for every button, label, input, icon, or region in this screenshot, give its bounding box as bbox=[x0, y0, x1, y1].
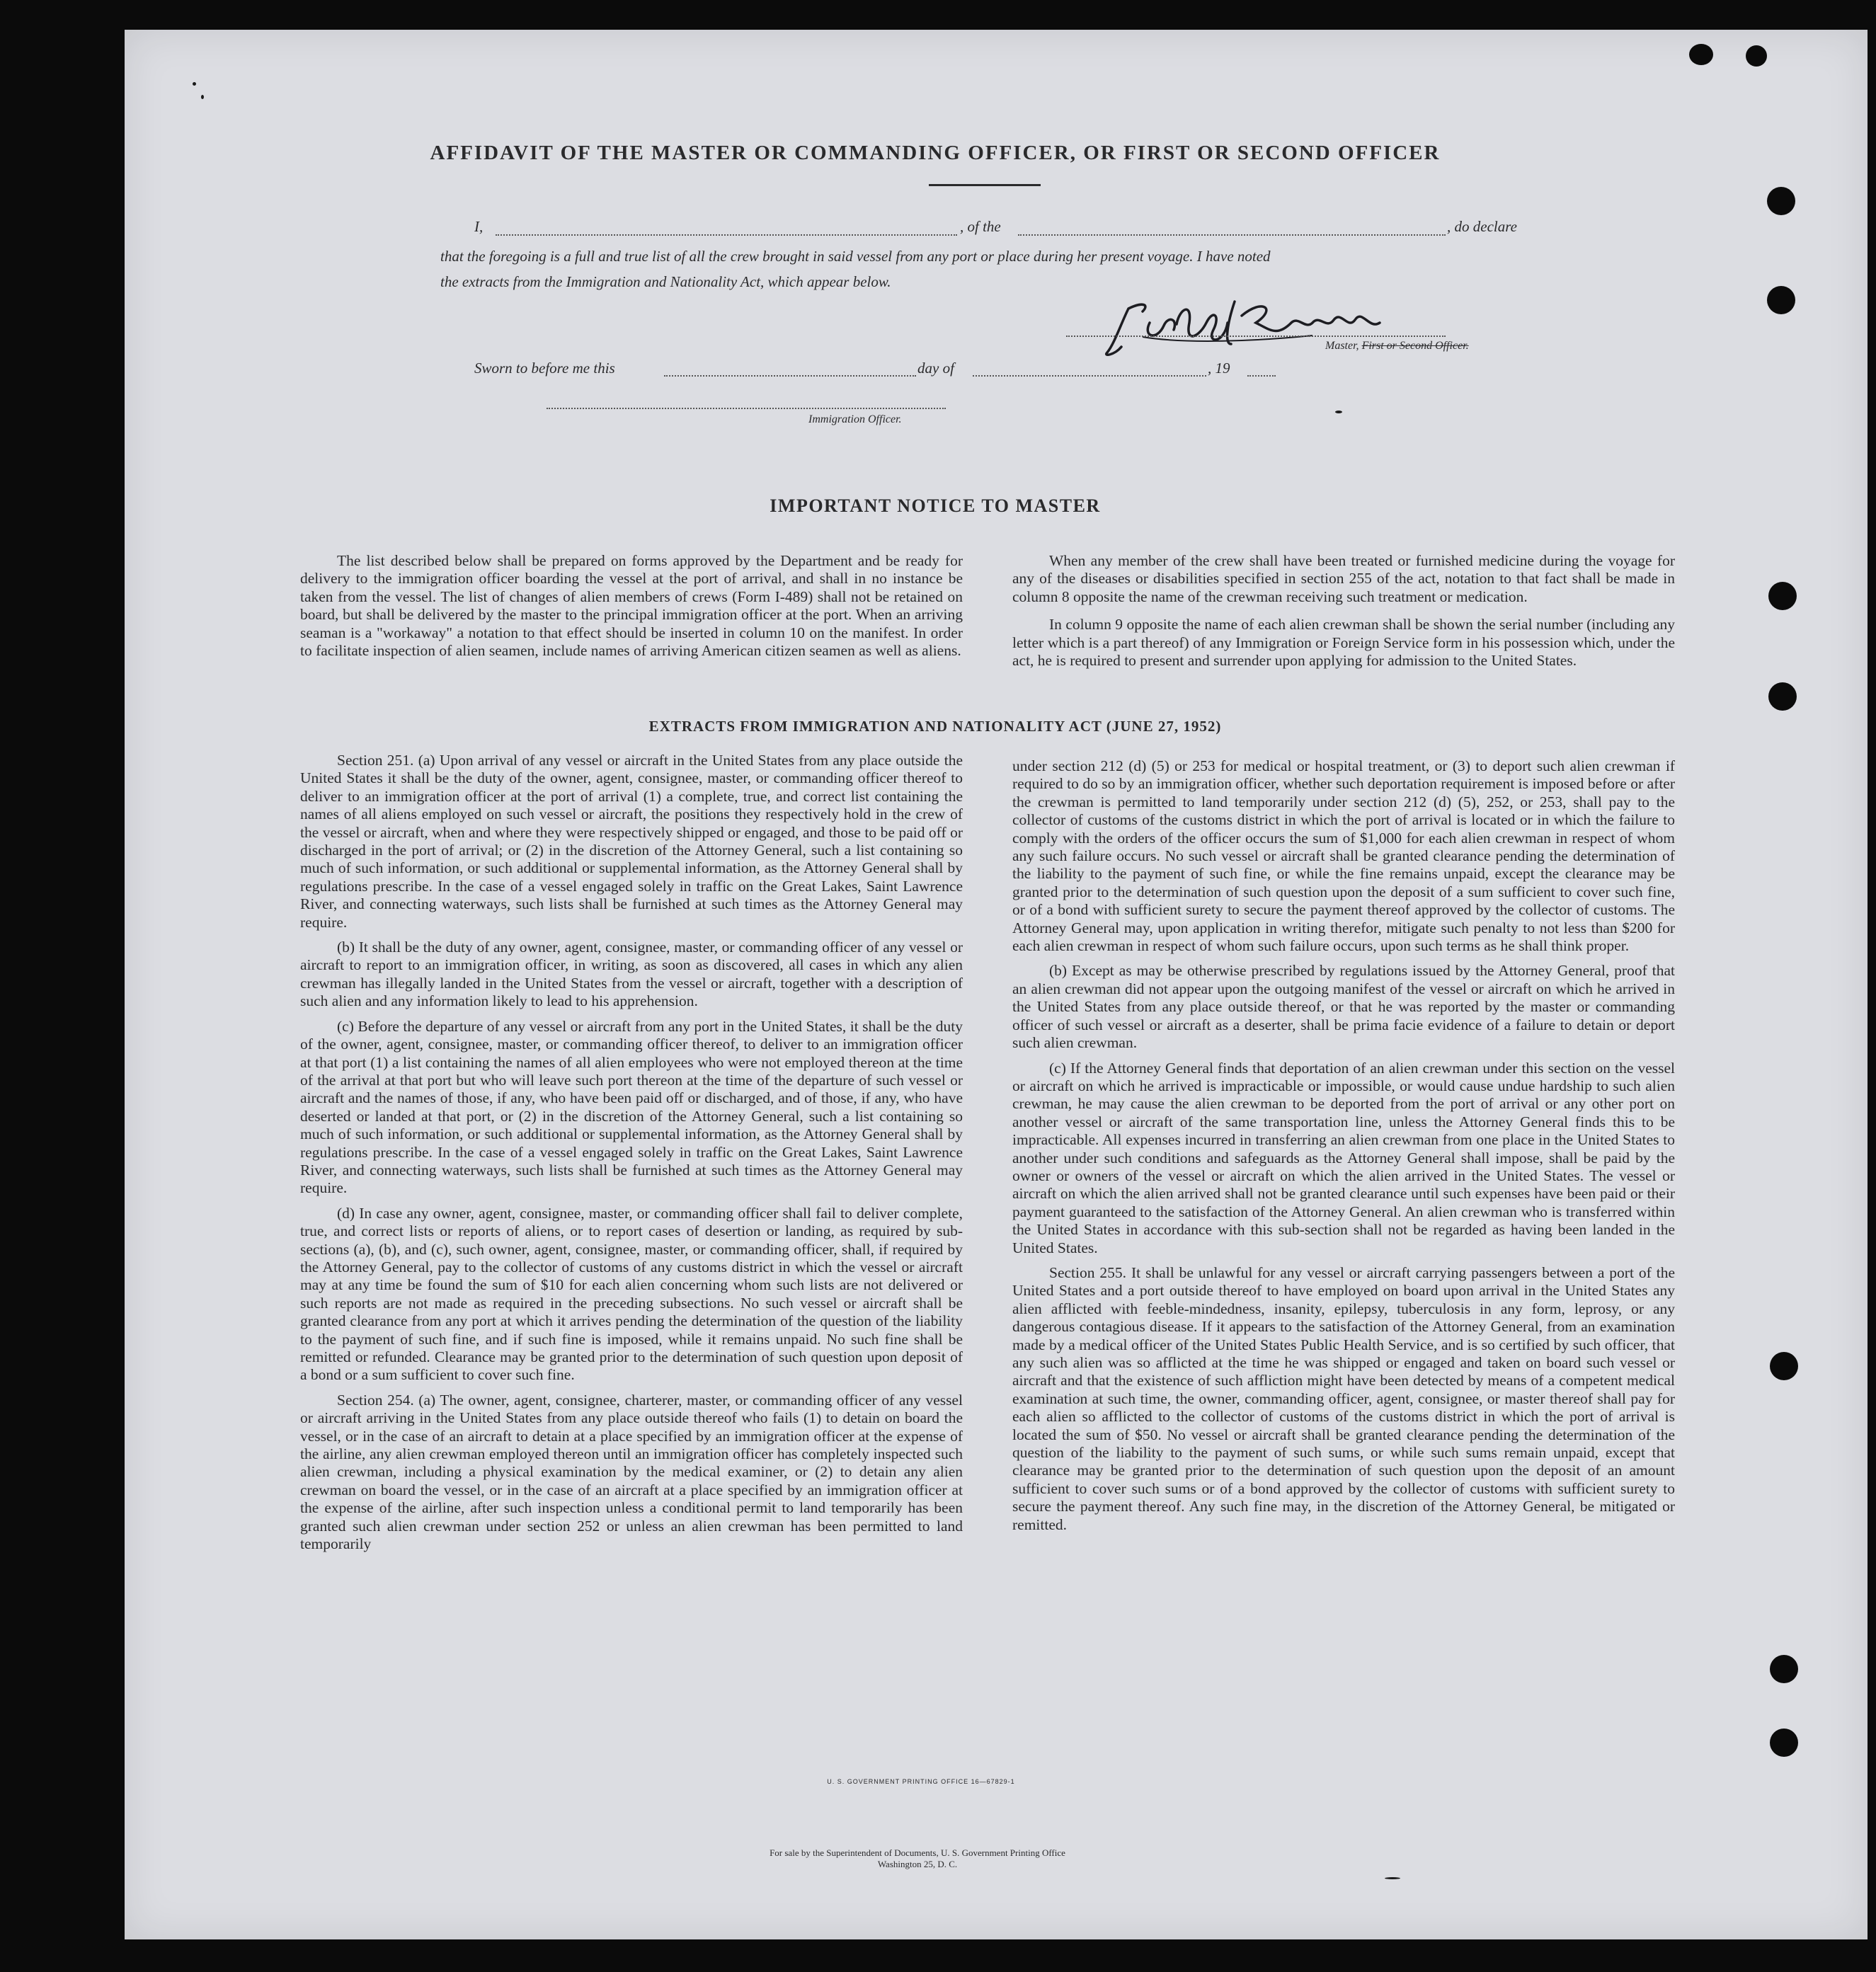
printing-office-imprint: U. S. GOVERNMENT PRINTING OFFICE 16—67829-1 bbox=[827, 1778, 1015, 1785]
punch-hole bbox=[1768, 582, 1797, 610]
master-signature bbox=[1100, 294, 1397, 372]
statute-paragraph: (d) In case any owner, agent, consignee, master, or commanding officer shall fail to deliver complete, true, and correct lists or reports of aliens, or to report cases of desertion or landing, as required by sub-sections (a), (b), and (c), such owner, agent, consignee, master, or commanding officer, shall, if required by the Attorney General, pay to the collector of customs of any customs district in which the vessel or aircraft may at any time be found the sum of $10 for each alien concerning whom such lists are not delivered or such reports are not made as required in the preceding subsections. No such vessel or aircraft shall be granted clearance from any port at which it arrives pending the determination of the question of the liability to the payment of such fine, and if such fine is imposed, while it remains unpaid. No such fine shall be remitted or refunded. Clearance may be granted prior to the determination of such question upon deposit of a bond or a sum sufficient to cover such fine. bbox=[300, 1204, 963, 1384]
punch-hole bbox=[1768, 682, 1797, 711]
form-page bbox=[125, 30, 1868, 1939]
sworn-day-blank[interactable] bbox=[664, 375, 916, 377]
name-blank-field[interactable] bbox=[496, 234, 957, 236]
punch-hole bbox=[1767, 286, 1795, 314]
notice-left-column bbox=[300, 552, 963, 660]
notice-right-column bbox=[1012, 552, 1675, 670]
ink-speck bbox=[1335, 411, 1342, 413]
master-label bbox=[1325, 340, 1469, 352]
statute-paragraph: (b) Except as may be otherwise prescribed by regulations issued by the Attorney General, proof that an alien crewman did not appear upon the outgoing manifest of the vessel or aircraft on which he arrived in the United States from any place outside thereof, or that he was reported by the master or commanding officer of such vessel or aircraft as a deserter, shall be prima facie evidence of a failure to detain or deport such alien crewman. bbox=[1012, 962, 1675, 1052]
immigration-officer-label: Immigration Officer. bbox=[808, 413, 902, 425]
signature-line bbox=[1066, 336, 1446, 337]
sale-notice bbox=[125, 1847, 1710, 1870]
ink-speck bbox=[193, 82, 196, 86]
sworn-label: Sworn to before me this bbox=[474, 360, 615, 377]
statute-paragraph: Section 255. It shall be unlawful for any vessel or aircraft carrying passengers between a port of the United States and a port outside thereof to have employed on board upon arrival in the United States any alien afflicted with feeble-mindedness, insanity, epilepsy, tuberculosis in any form, leprosy, or any dangerous contagious disease. If it appears to the satisfaction of the Attorney General, from an examination made by a medical officer of the United States Public Health Service, and is so certified by such officer, that any such alien was so afflicted at the time he was shipped or engaged and taken on board such vessel or aircraft and that the existence of such affliction might have been detected by means of a competent medical examination at such time, the owner, commanding officer, agent, consignee, or master thereof shall pay for each alien so afflicted to the collector of customs of the customs district in which the port of arrival is located the sum of $50. No vessel or aircraft shall be granted clearance pending the determination of the question of the liability to the payment of such sums, or while such sums remain unpaid, except that clearance may be granted prior to the determination of such question upon the deposit of an amount sufficient to cover such sums or of a bond approved by the collector of customs with sufficient surety to secure the payment thereof. Any such fine may, in the discretion of the Attorney General, be mitigated or remitted. bbox=[1012, 1263, 1675, 1533]
title-divider bbox=[929, 184, 1041, 186]
punch-hole bbox=[1770, 1729, 1798, 1757]
master-label-text: Master, bbox=[1325, 340, 1359, 352]
sale-notice-line: For sale by the Superintendent of Documents, U. S. Government Printing Office bbox=[770, 1847, 1065, 1858]
sworn-year-blank[interactable] bbox=[1247, 375, 1276, 377]
statute-paragraph: Section 251. (a) Upon arrival of any vessel or aircraft in the United States from any place outside the United States it shall be the duty of the owner, agent, consignee, master, or commanding officer thereof to deliver to an immigration officer at the port of arrival (1) a complete, true, and correct list containing the names of all aliens employed on such vessel or aircraft, the positions they respectively hold in the crew of the vessel or aircraft, when and where they were respectively shipped or engaged, and those to be paid off or discharged in the port of arrival; or (2) in the discretion of the Attorney General, such a list containing so much of such information, or such additional or supplemental information, as the Attorney General shall by regulations prescribe. In the case of a vessel engaged solely in traffic on the Great Lakes, Saint Lawrence River, and connecting waterways, such lists shall be furnished at such times as the Attorney General may require. bbox=[300, 752, 963, 931]
sworn-month-blank[interactable] bbox=[973, 375, 1206, 377]
statute-paragraph: (b) It shall be the duty of any owner, agent, consignee, master, or commanding officer of any vessel or aircraft to report to an immigration officer, in writing, as soon as discovered, all cases in which any alien crewman has illegally landed in the United States from the vessel or aircraft, together with a description of such alien and any information likely to lead to his apprehension. bbox=[300, 939, 963, 1010]
extracts-title: EXTRACTS FROM IMMIGRATION AND NATIONALITY ACT (JUNE 27, 1952) bbox=[648, 718, 1222, 735]
struck-officer-label: First or Second Officer. bbox=[1361, 340, 1469, 352]
statute-paragraph: (c) If the Attorney General finds that deportation of an alien crewman under this section on the vessel or aircraft on which he arrived is impracticable or impossible, or would cause undue hardship to such alien crewman, he may cause the alien crewman to be deported from the port of arrival or any other port on another vessel or aircraft of the same transportation line, unless the Attorney General finds this to be impracticable. All expenses incurred in transferring an alien crewman from one place in the United States to another under such conditions and safeguards as the Attorney General shall impose, shall be paid by the owner or owners of the vessel or aircraft on which the alien arrived in the United States. The vessel or aircraft on which the alien arrived shall not be granted clearance until such expenses have been paid or their payment guaranteed to the satisfaction of the Attorney General. An alien crewman who is transferred within the United States in accordance with this sub-section shall not be regarded as having been landed in the United States. bbox=[1012, 1059, 1675, 1256]
punch-hole bbox=[1689, 44, 1713, 65]
vessel-blank-field[interactable] bbox=[1018, 234, 1446, 236]
affidavit-statement-line: the extracts from the Immigration and Nationality Act, which appear below. bbox=[440, 273, 891, 290]
extracts-right-column bbox=[1012, 757, 1675, 1534]
punch-hole bbox=[1770, 1655, 1798, 1683]
notice-paragraph: In column 9 opposite the name of each alien crewman shall be shown the serial number (including any letter which is a part thereof) of any Immigration or Foreign Service form in his possession which, under the act, he is required to present and surrender upon applying for admission to the United States. bbox=[1012, 616, 1675, 670]
ink-speck bbox=[201, 95, 204, 99]
extracts-left-column bbox=[300, 752, 963, 1553]
statute-paragraph: (c) Before the departure of any vessel or aircraft from any port in the United States, it shall be the duty of the owner, agent, consignee, master, or commanding officer thereof, to deliver to an immigration officer at that port (1) a list containing the names of all alien employees who were not employed thereon at the time of the arrival at that port but who will leave such port thereon at the time of the departure of such vessel or aircraft and the names of those, if any, who have been paid off or discharged, and of those, if any, who have deserted or landed at that port, or (2) in the discretion of the Attorney General, such a list containing so much of such information, or such additional or supplemental information, as the Attorney General shall by regulations prescribe. In the case of a vessel engaged solely in traffic on the Great Lakes, Saint Lawrence River, and connecting waterways, such lists shall be furnished at such times as the Attorney General may require. bbox=[300, 1017, 963, 1197]
affidavit-title: AFFIDAVIT OF THE MASTER OR COMMANDING OFFICER, OR FIRST OR SECOND OFFICER bbox=[430, 142, 1441, 164]
statute-paragraph: Section 254. (a) The owner, agent, consignee, charterer, master, or commanding officer of any vessel or aircraft arriving in the United States from any place outside thereof who fails (1) to detain on board the vessel, or in the case of an aircraft to detain at a place specified by an immigration officer at the expense of the airline, any alien crewman employed thereon until an immigration officer has completely inspected such alien crewman, including a physical examination by the medical examiner, or (2) to detain any alien crewman on board the vessel, or in the case of an aircraft at a place specified by an immigration officer at the expense of the airline, after such inspection unless a conditional permit to land temporarily has been granted such alien crewman under section 252 or unless an alien crewman has been permitted to land temporarily bbox=[300, 1391, 963, 1553]
immigration-officer-signature-line bbox=[547, 408, 946, 409]
punch-hole bbox=[1767, 187, 1795, 215]
punch-hole bbox=[1770, 1352, 1798, 1380]
notice-paragraph: When any member of the crew shall have been treated or furnished medicine during the voyage for any of the diseases or disabilities specified in section 255 of the act, notation to that fact shall be made in column 8 opposite the name of the crewman receiving such treatment or medication. bbox=[1012, 552, 1675, 605]
sale-notice-line: Washington 25, D. C. bbox=[877, 1859, 958, 1869]
day-of-label: day of bbox=[917, 360, 954, 377]
punch-hole bbox=[1746, 45, 1767, 67]
notice-title: IMPORTANT NOTICE TO MASTER bbox=[770, 495, 1101, 516]
ink-speck bbox=[1385, 1877, 1400, 1879]
affidavit-i-label: I, bbox=[474, 218, 484, 235]
notice-paragraph: The list described below shall be prepared on forms approved by the Department and be ready for delivery to the immigration officer boarding the vessel at the port of arrival, and shall in no instance be taken from the vessel. The list of changes of alien members of crews (Form I-489) shall not be retained on board, but shall be delivered by the master to the principal immigration officer at the port. When an arriving seaman is a "workaway" a notation to that effect should be inserted in column 10 on the manifest. In order to facilitate inspection of alien seamen, include names of arriving American citizen seamen as well as aliens. bbox=[300, 552, 963, 660]
year-label: , 19 bbox=[1208, 360, 1230, 377]
affidavit-statement-line: that the foregoing is a full and true list of all the crew brought in said vessel from any port or place during her present voyage. I have noted bbox=[440, 248, 1271, 265]
affidavit-of-the-label: , of the bbox=[960, 218, 1001, 235]
statute-paragraph: under section 212 (d) (5) or 253 for medical or hospital treatment, or (3) to deport such alien crewman if required to do so by an immigration officer, whether such deportation requirement is imposed before or after the crewman is permitted to land temporarily under section 212 (d) (5), 252, or 253, shall pay to the collector of customs of the customs district in which the port of arrival is located or in which the failure to comply with the orders of the officer occurs the sum of $1,000 for each alien crewman in respect of whom any such failure occurs. No such vessel or aircraft shall be granted clearance pending the determination of the liability to the payment of such fine, or while the fine remains unpaid, except the clearance may be granted prior to the determination of such question upon the deposit of a sum sufficient to cover such fine, or of a bond with sufficient surety to secure the payment thereof approved by the collector of customs. The Attorney General may, upon application in writing therefor, mitigate such penalty to not less than $200 for each alien crewman in respect of whom such failure occurs, upon such terms as he shall think proper. bbox=[1012, 757, 1675, 955]
affidavit-do-declare-label: , do declare bbox=[1447, 218, 1517, 235]
